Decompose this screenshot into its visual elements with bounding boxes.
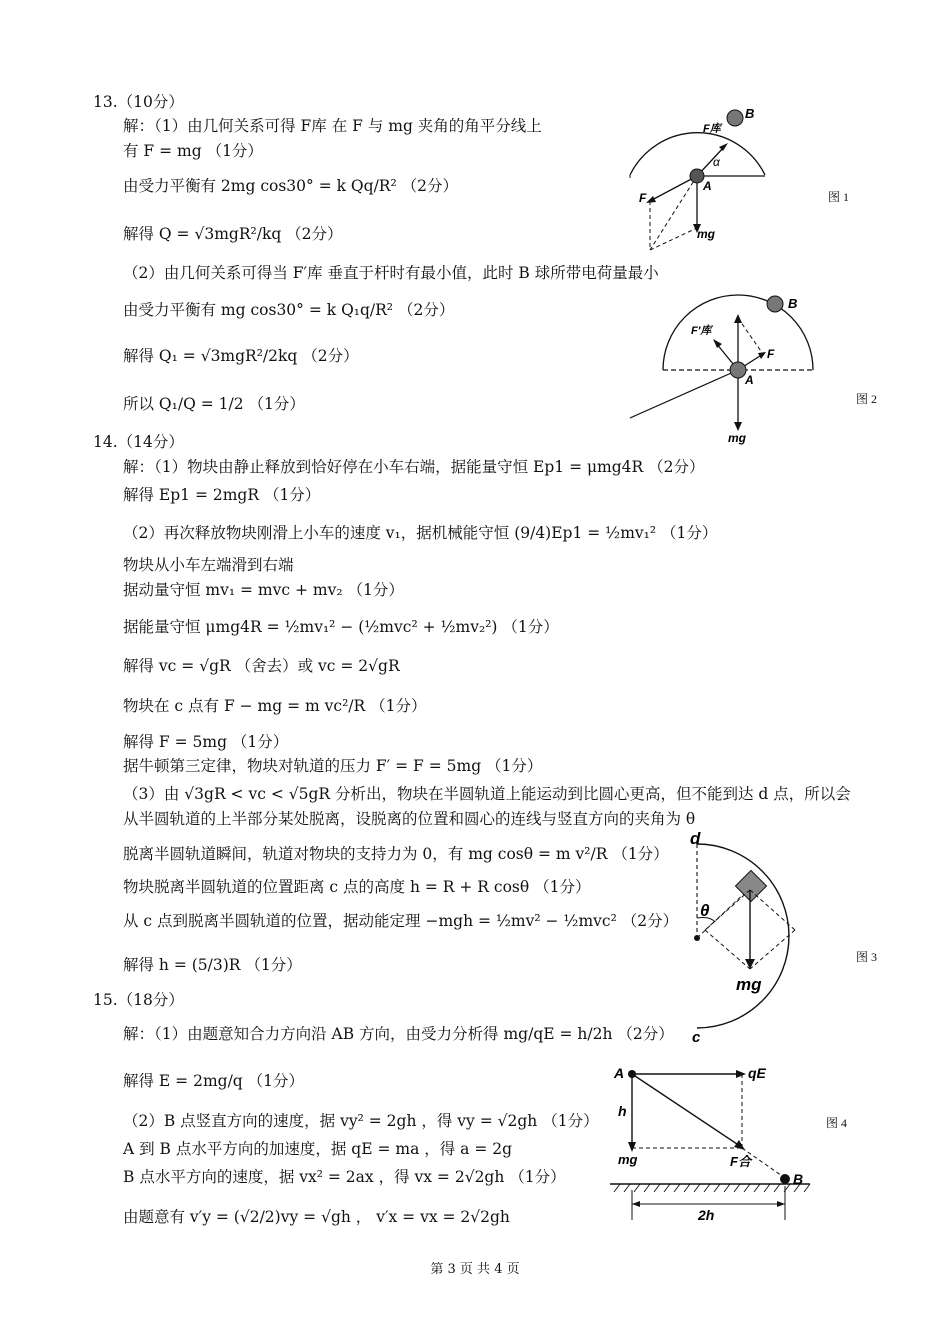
p13-line-8: 所以 Q₁/Q = 1/2 （1分） bbox=[123, 395, 305, 413]
p14-line-1: 解：（1）物块由静止释放到恰好停在小车右端，据能量守恒 Ep1 = μmg4R （2分） bbox=[123, 458, 705, 476]
figure-3-diagram bbox=[680, 830, 810, 1050]
fig1-label-fku: F库 bbox=[703, 123, 721, 135]
fig2-label-a: A bbox=[745, 373, 754, 387]
fig1-label-mg: mg bbox=[697, 227, 715, 241]
problem-14-header: 14.（14分） bbox=[93, 433, 184, 451]
p13-line-6: 由受力平衡有 mg cos30° = k Q₁q/R² （2分） bbox=[123, 301, 455, 319]
fig4-label-h: h bbox=[618, 1103, 627, 1119]
p15-line-5: B 点水平方向的速度，据 vx² = 2ax ，得 vx = 2√2gh （1分） bbox=[123, 1168, 566, 1186]
p14-line-13: 脱离半圆轨道瞬间，轨道对物块的支持力为 0，有 mg cosθ = m v²/R （1分） bbox=[123, 845, 669, 863]
p15-line-3: （2）B 点竖直方向的速度，据 vy² = 2gh ，得 vy = √2gh （1分） bbox=[123, 1112, 599, 1130]
p14-line-11: （3）由 √3gR < vc < √5gR 分析出，物块在半圆轨道上能运动到比圆心更高，但不能到达 d 点，所以会 bbox=[123, 785, 851, 803]
fig1-label-f: F bbox=[639, 191, 647, 205]
p14-line-12: 从半圆轨道的上半部分某处脱离，设脱离的位置和圆心的连线与竖直方向的夹角为 θ bbox=[123, 810, 696, 828]
p13-line-2: 有 F = mg （1分） bbox=[123, 142, 263, 160]
fig2-label-f: F bbox=[767, 347, 775, 361]
figure-4-caption: 图 4 bbox=[826, 1116, 848, 1130]
p13-line-1: 解：（1）由几何关系可得 F库 在 F 与 mg 夹角的角平分线上 bbox=[123, 117, 542, 135]
p14-line-10: 据牛顿第三定律，物块对轨道的压力 F′ = F = 5mg （1分） bbox=[123, 757, 543, 775]
p13-line-3: 由受力平衡有 2mg cos30° = k Qq/R² （2分） bbox=[123, 177, 458, 195]
page-footer: 第 3 页 共 4 页 bbox=[430, 1262, 520, 1277]
fig1-label-a: A bbox=[703, 179, 712, 193]
fig4-label-mg: mg bbox=[618, 1152, 638, 1167]
p14-line-3: （2）再次释放物块刚滑上小车的速度 v₁，据机械能守恒 (9/4)Ep1 = ½mv₁² （1分） bbox=[123, 524, 718, 542]
fig3-label-mg: mg bbox=[736, 975, 762, 994]
fig3-label-theta: θ bbox=[700, 901, 710, 920]
figure-3-caption: 图 3 bbox=[856, 950, 878, 964]
p15-line-1: 解：（1）由题意知合力方向沿 AB 方向，由受力分析得 mg/qE = h/2h （2分） bbox=[123, 1025, 674, 1043]
fig2-label-fku: F′库 bbox=[691, 325, 712, 337]
p14-line-7: 解得 vc = √gR （舍去）或 vc = 2√gR bbox=[123, 657, 400, 675]
p14-line-9: 解得 F = 5mg （1分） bbox=[123, 733, 289, 751]
p14-line-6: 据能量守恒 μmg4R = ½mv₁² − (½mvc² + ½mv₂²) （1分） bbox=[123, 618, 559, 636]
fig4-label-b: B bbox=[793, 1171, 804, 1187]
fig2-label-b: B bbox=[788, 296, 798, 311]
figure-2-caption: 图 2 bbox=[856, 392, 878, 406]
fig3-label-c: c bbox=[692, 1029, 701, 1046]
p14-line-15: 从 c 点到脱离半圆轨道的位置，据动能定理 −mgh = ½mv² − ½mvc² （2分） bbox=[123, 912, 679, 930]
p14-line-2: 解得 Ep1 = 2mgR （1分） bbox=[123, 486, 321, 504]
fig1-label-b: B bbox=[745, 106, 755, 121]
figure-1-caption: 图 1 bbox=[828, 190, 850, 204]
p14-line-5: 据动量守恒 mv₁ = mvc + mv₂ （1分） bbox=[123, 581, 404, 599]
p15-line-6: 由题意有 v′y = (√2/2)vy = √gh ， v′x = vx = 2√2gh bbox=[123, 1208, 510, 1226]
problem-15-header: 15.（18分） bbox=[93, 991, 184, 1009]
p13-line-7: 解得 Q₁ = √3mgR²/2kq （2分） bbox=[123, 347, 359, 365]
fig4-label-qe: qE bbox=[748, 1065, 766, 1081]
problem-13-header: 13.（10分） bbox=[93, 93, 184, 111]
p15-line-2: 解得 E = 2mg/q （1分） bbox=[123, 1072, 304, 1090]
p13-line-4: 解得 Q = √3mgR²/kq （2分） bbox=[123, 225, 343, 243]
fig2-label-mg: mg bbox=[728, 431, 746, 445]
figure-4-diagram bbox=[600, 1058, 820, 1228]
fig1-label-alpha: α bbox=[713, 155, 720, 169]
fig3-label-d: d bbox=[690, 830, 701, 848]
p14-line-4: 物块从小车左端滑到右端 bbox=[123, 556, 294, 574]
fig4-label-2h: 2h bbox=[698, 1207, 715, 1223]
fig4-label-fhe: F合 bbox=[730, 1154, 751, 1169]
p13-line-5: （2）由几何关系可得当 F′库 垂直于杆时有最小值，此时 B 球所带电荷量最小 bbox=[123, 264, 659, 282]
figure-2-diagram bbox=[625, 290, 825, 450]
p14-line-14: 物块脱离半圆轨道的位置距离 c 点的高度 h = R + R cosθ （1分） bbox=[123, 878, 591, 896]
p14-line-16: 解得 h = (5/3)R （1分） bbox=[123, 956, 302, 974]
p15-line-4: A 到 B 点水平方向的加速度，据 qE = ma ，得 a = 2g bbox=[123, 1140, 513, 1158]
fig4-label-a: A bbox=[614, 1065, 625, 1081]
figure-1-diagram bbox=[625, 100, 785, 260]
p14-line-8: 物块在 c 点有 F − mg = m vc²/R （1分） bbox=[123, 697, 427, 715]
